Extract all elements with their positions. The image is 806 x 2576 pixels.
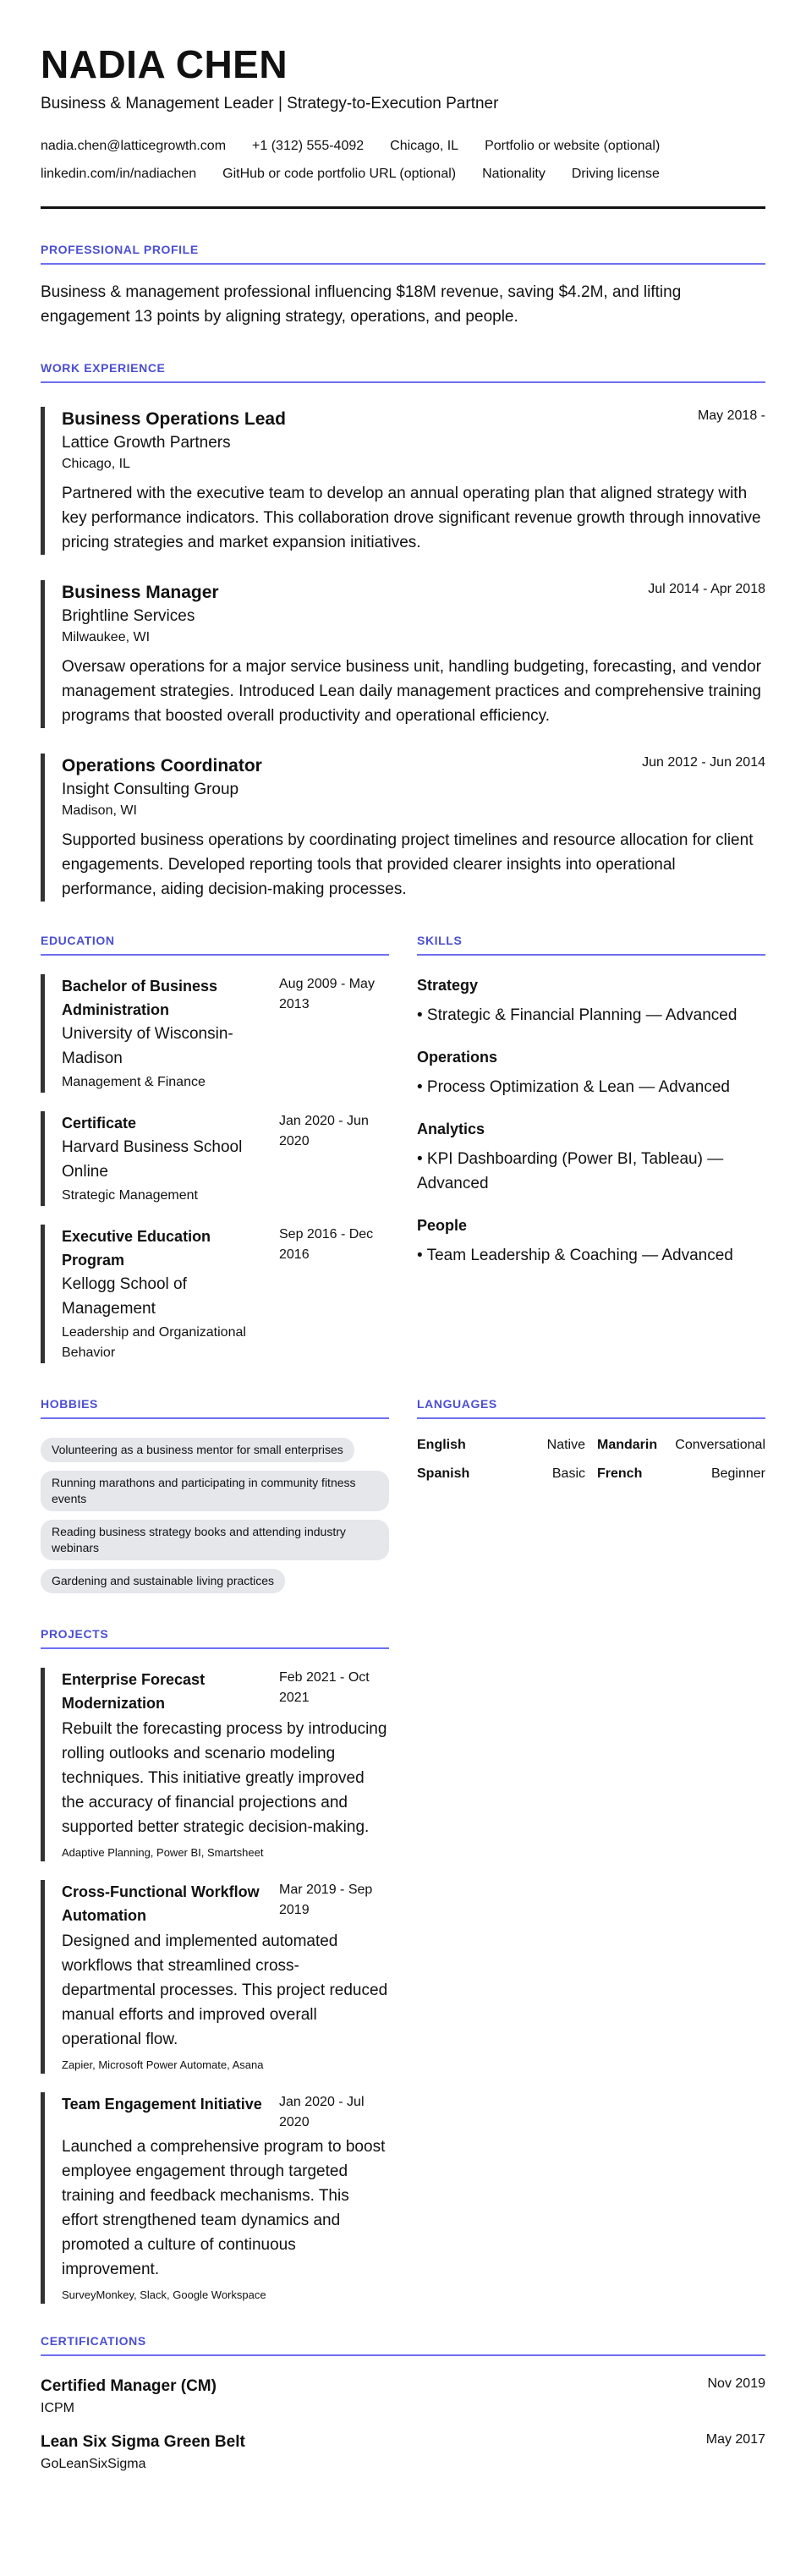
contact-email[interactable]: nadia.chen@latticegrowth.com xyxy=(41,139,227,153)
project-description: Launched a comprehensive program to boost employee engagement through targeted training and feedback mechanisms. This effort strengthened team dynamics and promoted a culture of continuous improvement. xyxy=(62,2138,386,2278)
contact-list xyxy=(41,135,734,184)
section-divider xyxy=(41,381,765,383)
language-level: Native xyxy=(546,1438,585,1452)
project-description: Designed and implemented automated workflows that streamlined cross-departmental processes. This project reduced manual efforts and improved overall operational flow. xyxy=(62,1932,388,2048)
job-location: Madison, WI xyxy=(62,803,137,818)
skill-item: • Strategic & Financial Planning — Advanced xyxy=(417,1006,737,1024)
section-title: WORK EXPERIENCE xyxy=(41,361,166,375)
projects-row-spacer xyxy=(417,1625,765,2304)
profile-summary: Business & management professional influencing $18M revenue, saving $4.2M, and lifting engagement 13 points by aligning strategy, operations, and people. xyxy=(41,283,682,326)
education-dates: Sep 2016 - Dec 2016 xyxy=(279,1227,374,1262)
language-name: French xyxy=(597,1466,643,1481)
hobby-tag: Volunteering as a business mentor for small enterprises xyxy=(41,1438,354,1462)
job-dates: Jul 2014 - Apr 2018 xyxy=(648,582,765,596)
contact-portfolio[interactable]: Portfolio or website (optional) xyxy=(485,139,661,153)
section-title: EDUCATION xyxy=(41,934,115,947)
project-dates: Mar 2019 - Sep 2019 xyxy=(279,1883,373,1917)
contact-phone[interactable]: +1 (312) 555-4092 xyxy=(252,139,365,153)
skill-category: Strategy xyxy=(417,977,479,994)
certification-date: May 2017 xyxy=(705,2432,765,2447)
job-description: Supported business operations by coordinating project timelines and resource allocation for client engagements. Developed reporting tools that provided clearer insights into operational performance, aiding decision-making processes. xyxy=(62,831,754,898)
hobby-tag: Reading business strategy books and attending industry webinars xyxy=(41,1520,389,1560)
education-degree: Executive Education Program xyxy=(62,1228,211,1269)
certification-entry xyxy=(41,2375,765,2419)
languages-section xyxy=(417,1395,765,1593)
education-school: University of Wisconsin-Madison xyxy=(62,1025,233,1067)
language-entry xyxy=(597,1436,765,1455)
job-dates: May 2018 - xyxy=(697,408,765,423)
job-entry xyxy=(41,407,765,555)
job-entry xyxy=(41,754,765,902)
certification-issuer: ICPM xyxy=(41,2401,74,2415)
job-title: Operations Coordinator xyxy=(62,756,262,776)
education-skills-row xyxy=(41,932,765,1363)
job-company: Brightline Services xyxy=(62,607,195,625)
section-divider xyxy=(417,954,765,956)
candidate-headline: Business & Management Leader | Strategy-to-Execution Partner xyxy=(41,95,499,112)
section-title: PROJECTS xyxy=(41,1627,109,1641)
job-title: Business Operations Lead xyxy=(62,409,286,429)
project-dates: Feb 2021 - Oct 2021 xyxy=(279,1670,370,1705)
certification-date: Nov 2019 xyxy=(707,2376,765,2391)
section-title: PROFESSIONAL PROFILE xyxy=(41,243,199,256)
certification-entry xyxy=(41,2431,765,2475)
education-degree: Certificate xyxy=(62,1115,137,1132)
education-section xyxy=(41,932,389,1363)
section-divider xyxy=(41,2354,765,2356)
language-level: Conversational xyxy=(675,1438,765,1452)
language-name: English xyxy=(417,1438,466,1452)
education-field: Leadership and Organizational Behavior xyxy=(62,1325,246,1360)
hobbies-section xyxy=(41,1395,389,1593)
project-tools: SurveyMonkey, Slack, Google Workspace xyxy=(62,2288,266,2301)
section-title: SKILLS xyxy=(417,934,463,947)
contact-driving-license: Driving license xyxy=(571,167,660,181)
job-location: Chicago, IL xyxy=(62,457,130,471)
section-divider xyxy=(41,1647,389,1649)
experience-section xyxy=(41,359,765,902)
language-name: Mandarin xyxy=(597,1438,658,1452)
skills-section xyxy=(417,932,765,1363)
education-entry xyxy=(41,1225,389,1363)
candidate-name: NADIA CHEN xyxy=(41,42,288,86)
education-entry xyxy=(41,974,389,1093)
projects-section xyxy=(41,1625,389,2304)
job-dates: Jun 2012 - Jun 2014 xyxy=(642,755,765,770)
education-degree: Bachelor of Business Administration xyxy=(62,978,218,1018)
section-title: HOBBIES xyxy=(41,1397,98,1411)
language-entry xyxy=(417,1465,585,1483)
section-title: CERTIFICATIONS xyxy=(41,2334,146,2348)
profile-section xyxy=(41,241,765,329)
certification-issuer: GoLeanSixSigma xyxy=(41,2457,146,2471)
certifications-section xyxy=(41,2332,765,2475)
project-description: Rebuilt the forecasting process by introducing rolling outlooks and scenario modeling techniques. This initiative greatly improved the accuracy of financial projections and supported better strategic decision-making. xyxy=(62,1720,387,1836)
header-divider xyxy=(41,206,765,209)
job-location: Milwaukee, WI xyxy=(62,630,151,644)
skill-category: People xyxy=(417,1217,468,1234)
job-company: Insight Consulting Group xyxy=(62,781,239,798)
project-entry xyxy=(41,1880,389,2074)
job-company: Lattice Growth Partners xyxy=(62,434,231,452)
contact-github[interactable]: GitHub or code portfolio URL (optional) xyxy=(222,167,457,181)
language-level: Beginner xyxy=(710,1466,765,1481)
section-divider xyxy=(41,263,765,265)
skill-item: • KPI Dashboarding (Power BI, Tableau) — Advanced xyxy=(417,1150,724,1192)
certification-name: Lean Six Sigma Green Belt xyxy=(41,2433,245,2451)
skill-category: Operations xyxy=(417,1049,498,1066)
job-entry xyxy=(41,580,765,728)
hobbies-languages-row xyxy=(41,1395,765,1593)
section-divider xyxy=(41,954,389,956)
education-field: Strategic Management xyxy=(62,1188,198,1203)
contact-linkedin[interactable]: linkedin.com/in/nadiachen xyxy=(41,167,197,181)
certification-name: Certified Manager (CM) xyxy=(41,2377,217,2395)
section-divider xyxy=(41,1417,389,1419)
section-divider xyxy=(417,1417,765,1419)
contact-nationality: Nationality xyxy=(482,167,546,181)
project-entry xyxy=(41,1668,389,1861)
education-dates: Jan 2020 - Jun 2020 xyxy=(279,1114,369,1148)
project-title: Enterprise Forecast Modernization xyxy=(62,1671,206,1712)
project-dates: Jan 2020 - Jul 2020 xyxy=(279,2095,365,2129)
hobby-tag: Running marathons and participating in community fitness events xyxy=(41,1471,389,1511)
project-tools: Adaptive Planning, Power BI, Smartsheet xyxy=(62,1846,264,1859)
project-title: Cross-Functional Workflow Automation xyxy=(62,1883,260,1924)
hobby-tag: Gardening and sustainable living practices xyxy=(41,1569,285,1593)
skill-item: • Team Leadership & Coaching — Advanced xyxy=(417,1247,733,1264)
language-name: Spanish xyxy=(417,1466,470,1481)
project-title: Team Engagement Initiative xyxy=(62,2096,262,2113)
education-school: Kellogg School of Management xyxy=(62,1275,187,1318)
job-description: Oversaw operations for a major service business unit, handling budgeting, forecasting, and vendor management strategies. Introduced Lean daily management practices and comprehensive training programs that boosted overall productivity and operational efficiency. xyxy=(62,658,761,725)
job-description: Partnered with the executive team to develop an annual operating plan that aligned strategy with key performance indicators. This collaboration drove significant revenue growth through innovative pricing strategies and market expansion initiatives. xyxy=(62,485,761,551)
project-entry xyxy=(41,2092,389,2304)
projects-row xyxy=(41,1625,765,2304)
project-tools: Zapier, Microsoft Power Automate, Asana xyxy=(62,2058,264,2071)
education-school: Harvard Business School Online xyxy=(62,1138,243,1181)
education-entry xyxy=(41,1111,389,1206)
skill-item: • Process Optimization & Lean — Advanced xyxy=(417,1078,730,1096)
education-dates: Aug 2009 - May 2013 xyxy=(279,977,375,1011)
job-title: Business Manager xyxy=(62,583,219,602)
resume-header xyxy=(41,41,765,209)
contact-location: Chicago, IL xyxy=(390,139,459,153)
skill-category: Analytics xyxy=(417,1121,485,1137)
language-level: Basic xyxy=(551,1466,585,1481)
language-entry xyxy=(597,1465,765,1483)
section-title: LANGUAGES xyxy=(417,1397,497,1411)
education-field: Management & Finance xyxy=(62,1075,206,1089)
language-entry xyxy=(417,1436,585,1455)
